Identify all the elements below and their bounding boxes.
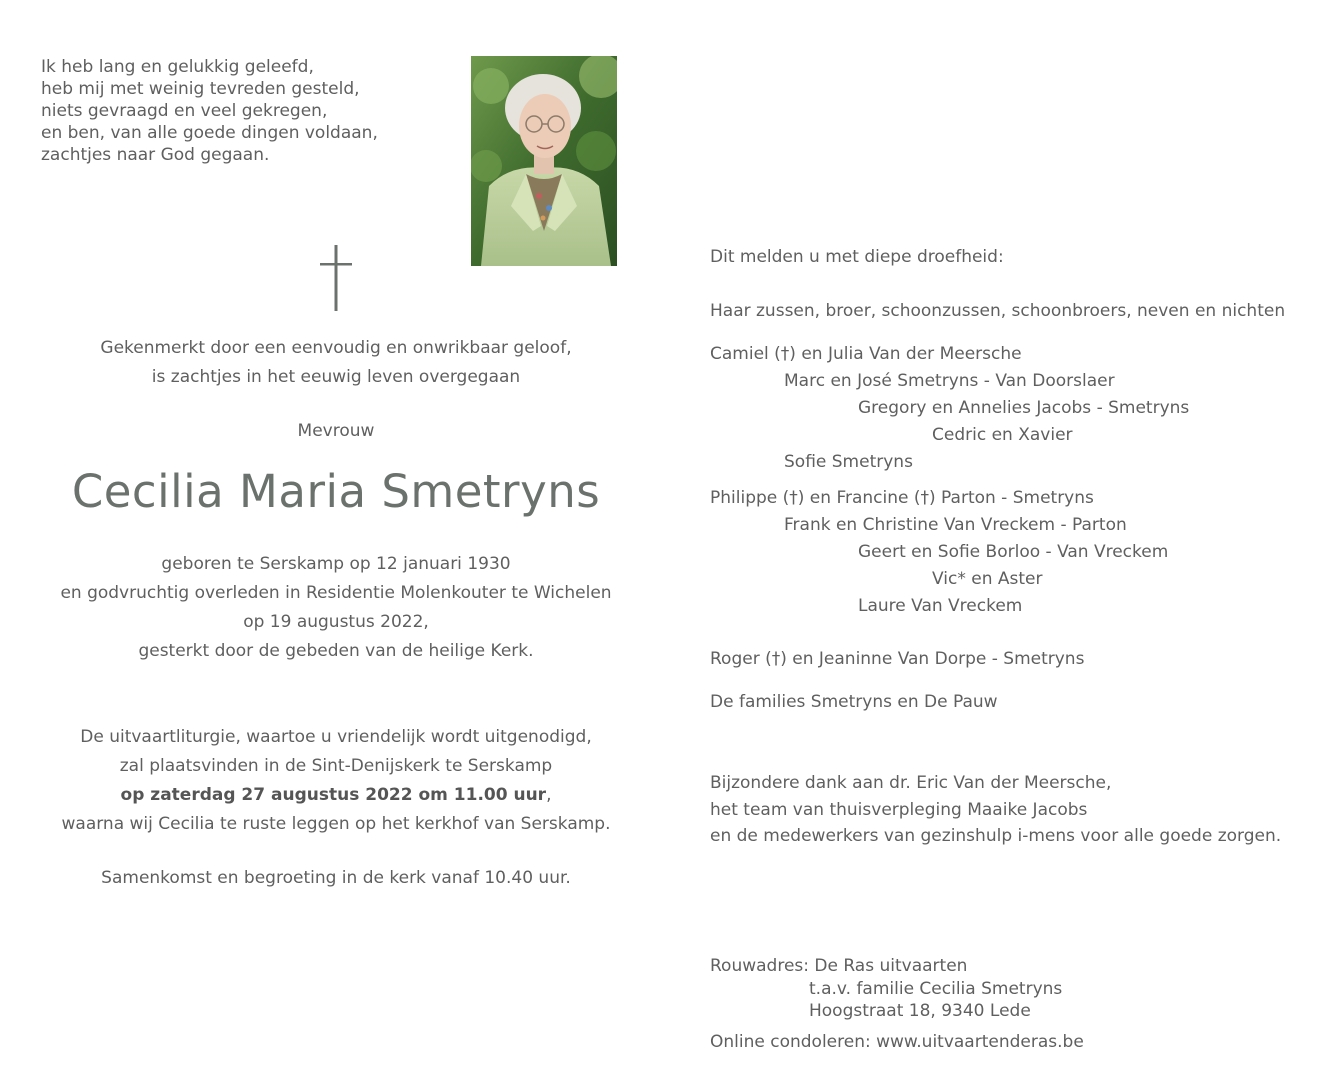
- online-condolences: Online condoleren: www.uitvaartenderas.be: [710, 1032, 1084, 1052]
- portrait-photo-drawing: [471, 56, 617, 266]
- poem-line: zachtjes naar God gegaan.: [41, 145, 270, 165]
- funeral-details: [36, 723, 636, 839]
- relatives-intro: Haar zussen, broer, schoonzussen, schoonbroers, neven en nichten: [710, 301, 1286, 321]
- deceased-name: Cecilia Maria Smetryns: [71, 465, 601, 518]
- address-line: [710, 955, 1062, 978]
- family-member: Laure Van Vreckem: [858, 596, 1023, 616]
- faith-line: is zachtjes in het eeuwig leven overgegaan: [151, 367, 521, 387]
- address-name: De Ras uitvaarten: [814, 956, 968, 976]
- family-member: Gregory en Annelies Jacobs - Smetryns: [858, 398, 1190, 418]
- thanks: [710, 770, 1281, 850]
- family-member: Philippe (†) en Francine (†) Parton - Smetryns: [710, 488, 1094, 508]
- birth-death-details: [36, 550, 636, 666]
- poem-line: Ik heb lang en gelukkig geleefd,: [41, 57, 314, 77]
- detail-line: en godvruchtig overleden in Residentie Molenkouter te Wichelen: [60, 583, 612, 603]
- family-group-2: [710, 485, 1168, 620]
- poem-line: niets gevraagd en veel gekregen,: [41, 101, 328, 121]
- thanks-line: en de medewerkers van gezinshulp i-mens voor alle goede zorgen.: [710, 826, 1282, 846]
- funeral-line: zal plaatsvinden in de Sint-Denijskerk te Serskamp: [119, 756, 553, 776]
- family-group-3: Roger (†) en Jeaninne Van Dorpe - Smetryns: [710, 649, 1085, 669]
- detail-line: op 19 augustus 2022,: [243, 612, 429, 632]
- funeral-date-suffix: ,: [546, 785, 552, 805]
- family-member: Frank en Christine Van Vreckem - Parton: [784, 515, 1127, 535]
- poem-line: en ben, van alle goede dingen voldaan,: [41, 123, 378, 143]
- faith-statement: [36, 334, 636, 392]
- funeral-date: op zaterdag 27 augustus 2022 om 11.00 uur: [120, 785, 547, 805]
- address-label: Rouwadres:: [710, 956, 809, 976]
- detail-line: gesterkt door de gebeden van de heilige Kerk.: [138, 641, 534, 661]
- portrait-photo: [471, 56, 617, 266]
- family-member: Geert en Sofie Borloo - Van Vreckem: [858, 542, 1169, 562]
- address-line: t.a.v. familie Cecilia Smetryns: [809, 978, 1063, 999]
- detail-line: geboren te Serskamp op 12 januari 1930: [161, 554, 511, 574]
- thanks-line: het team van thuisverpleging Maaike Jacobs: [710, 799, 1088, 820]
- poem-line: heb mij met weinig tevreden gesteld,: [41, 79, 360, 99]
- mourning-address: [710, 955, 1062, 1023]
- families-line: De families Smetryns en De Pauw: [710, 692, 998, 712]
- faith-line: Gekenmerkt door een eenvoudig en onwrikbaar geloof,: [100, 338, 572, 358]
- funeral-date-line: [36, 781, 636, 810]
- poem: [41, 56, 378, 166]
- funeral-line: De uitvaartliturgie, waartoe u vriendelijk wordt uitgenodigd,: [80, 727, 592, 747]
- family-member: Marc en José Smetryns - Van Doorslaer: [784, 371, 1115, 391]
- family-member: Cedric en Xavier: [932, 425, 1073, 445]
- honorific: Mevrouw: [297, 421, 375, 441]
- gathering-info: Samenkomst en begroeting in de kerk vanaf 10.40 uur.: [101, 868, 571, 888]
- family-member: Camiel (†) en Julia Van der Meersche: [710, 344, 1022, 364]
- funeral-line: waarna wij Cecilia te ruste leggen op het kerkhof van Serskamp.: [61, 814, 611, 834]
- announcement: Dit melden u met diepe droefheid:: [710, 247, 1004, 267]
- family-member: Sofie Smetryns: [784, 452, 913, 472]
- cross-icon: [316, 245, 356, 313]
- address-line: Hoogstraat 18, 9340 Lede: [809, 1001, 1031, 1021]
- family-member: Vic* en Aster: [932, 569, 1043, 589]
- thanks-line: Bijzondere dank aan dr. Eric Van der Meersche,: [710, 773, 1112, 793]
- family-group-1: [710, 341, 1189, 476]
